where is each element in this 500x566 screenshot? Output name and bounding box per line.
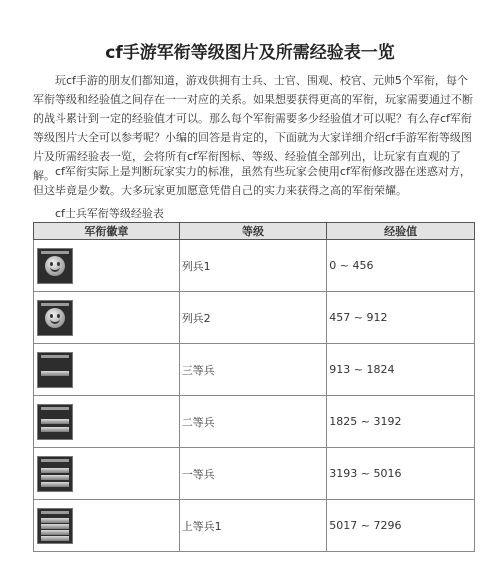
rank-experience-table [33,222,475,552]
table-row [34,448,475,500]
smiley-badge-icon [37,300,73,336]
one-bar-badge-icon [37,352,73,388]
four-bar-badge-icon [37,508,73,544]
exp-cell: 457 ~ 912 [327,292,475,344]
exp-cell: 913 ~ 1824 [327,344,475,396]
header-badge: 军衔徽章 [34,223,180,240]
table-row [34,344,475,396]
grade-cell: 二等兵 [179,396,327,448]
article-title: cf手游军衔等级图片及所需经验表一览 [105,43,395,63]
table-row [34,240,475,292]
badge-cell [34,500,180,552]
intro-paragraph: 玩cf手游的朋友们都知道，游戏供拥有士兵、士官、围观、校官、元帅5个军衔，每个军衔等级和经验值之间存在一一对应的关系。如果想要获得更高的军衔，玩家需要通过不断的战斗累计到一定的经验值才可以。那么每个军衔需要多少经验值才可以呢？有么存cf军衔等级图片大全可以参考呢？小编的回答是肯定的，下面就为大家详细介绍cf手游军衔等级图片及所需经验表一览，会将所有cf军衔图标、等级、经验值全部列出，让玩家有直观的了解。 [33,74,473,182]
header-exp: 经验值 [327,223,475,240]
header-grade: 等级 [179,223,327,240]
three-bar-badge-icon [37,456,73,492]
badge-cell [34,344,180,396]
table-row [34,500,475,552]
badge-cell [34,240,180,292]
grade-cell: 上等兵1 [179,500,327,552]
table-header-row [34,223,475,240]
grade-cell: 三等兵 [179,344,327,396]
grade-cell: 列兵2 [179,292,327,344]
badge-cell [34,448,180,500]
table-caption: cf士兵军衔等级经验表 [55,207,164,220]
badge-cell [34,292,180,344]
exp-cell: 0 ~ 456 [327,240,475,292]
table-row [34,396,475,448]
table-row [34,292,475,344]
grade-cell: 列兵1 [179,240,327,292]
second-paragraph: cf军衔实际上是判断玩家实力的标准，虽然有些玩家会使用cf军衔修改器在迷惑对方，但这毕竟是少数。大多玩家更加愿意凭借自己的实力来获得之高的军衔荣耀。 [33,165,471,197]
exp-cell: 1825 ~ 3192 [327,396,475,448]
exp-cell: 5017 ~ 7296 [327,500,475,552]
smiley-badge-icon [37,248,73,284]
badge-cell [34,396,180,448]
two-bar-badge-icon [37,404,73,440]
exp-cell: 3193 ~ 5016 [327,448,475,500]
grade-cell: 一等兵 [179,448,327,500]
